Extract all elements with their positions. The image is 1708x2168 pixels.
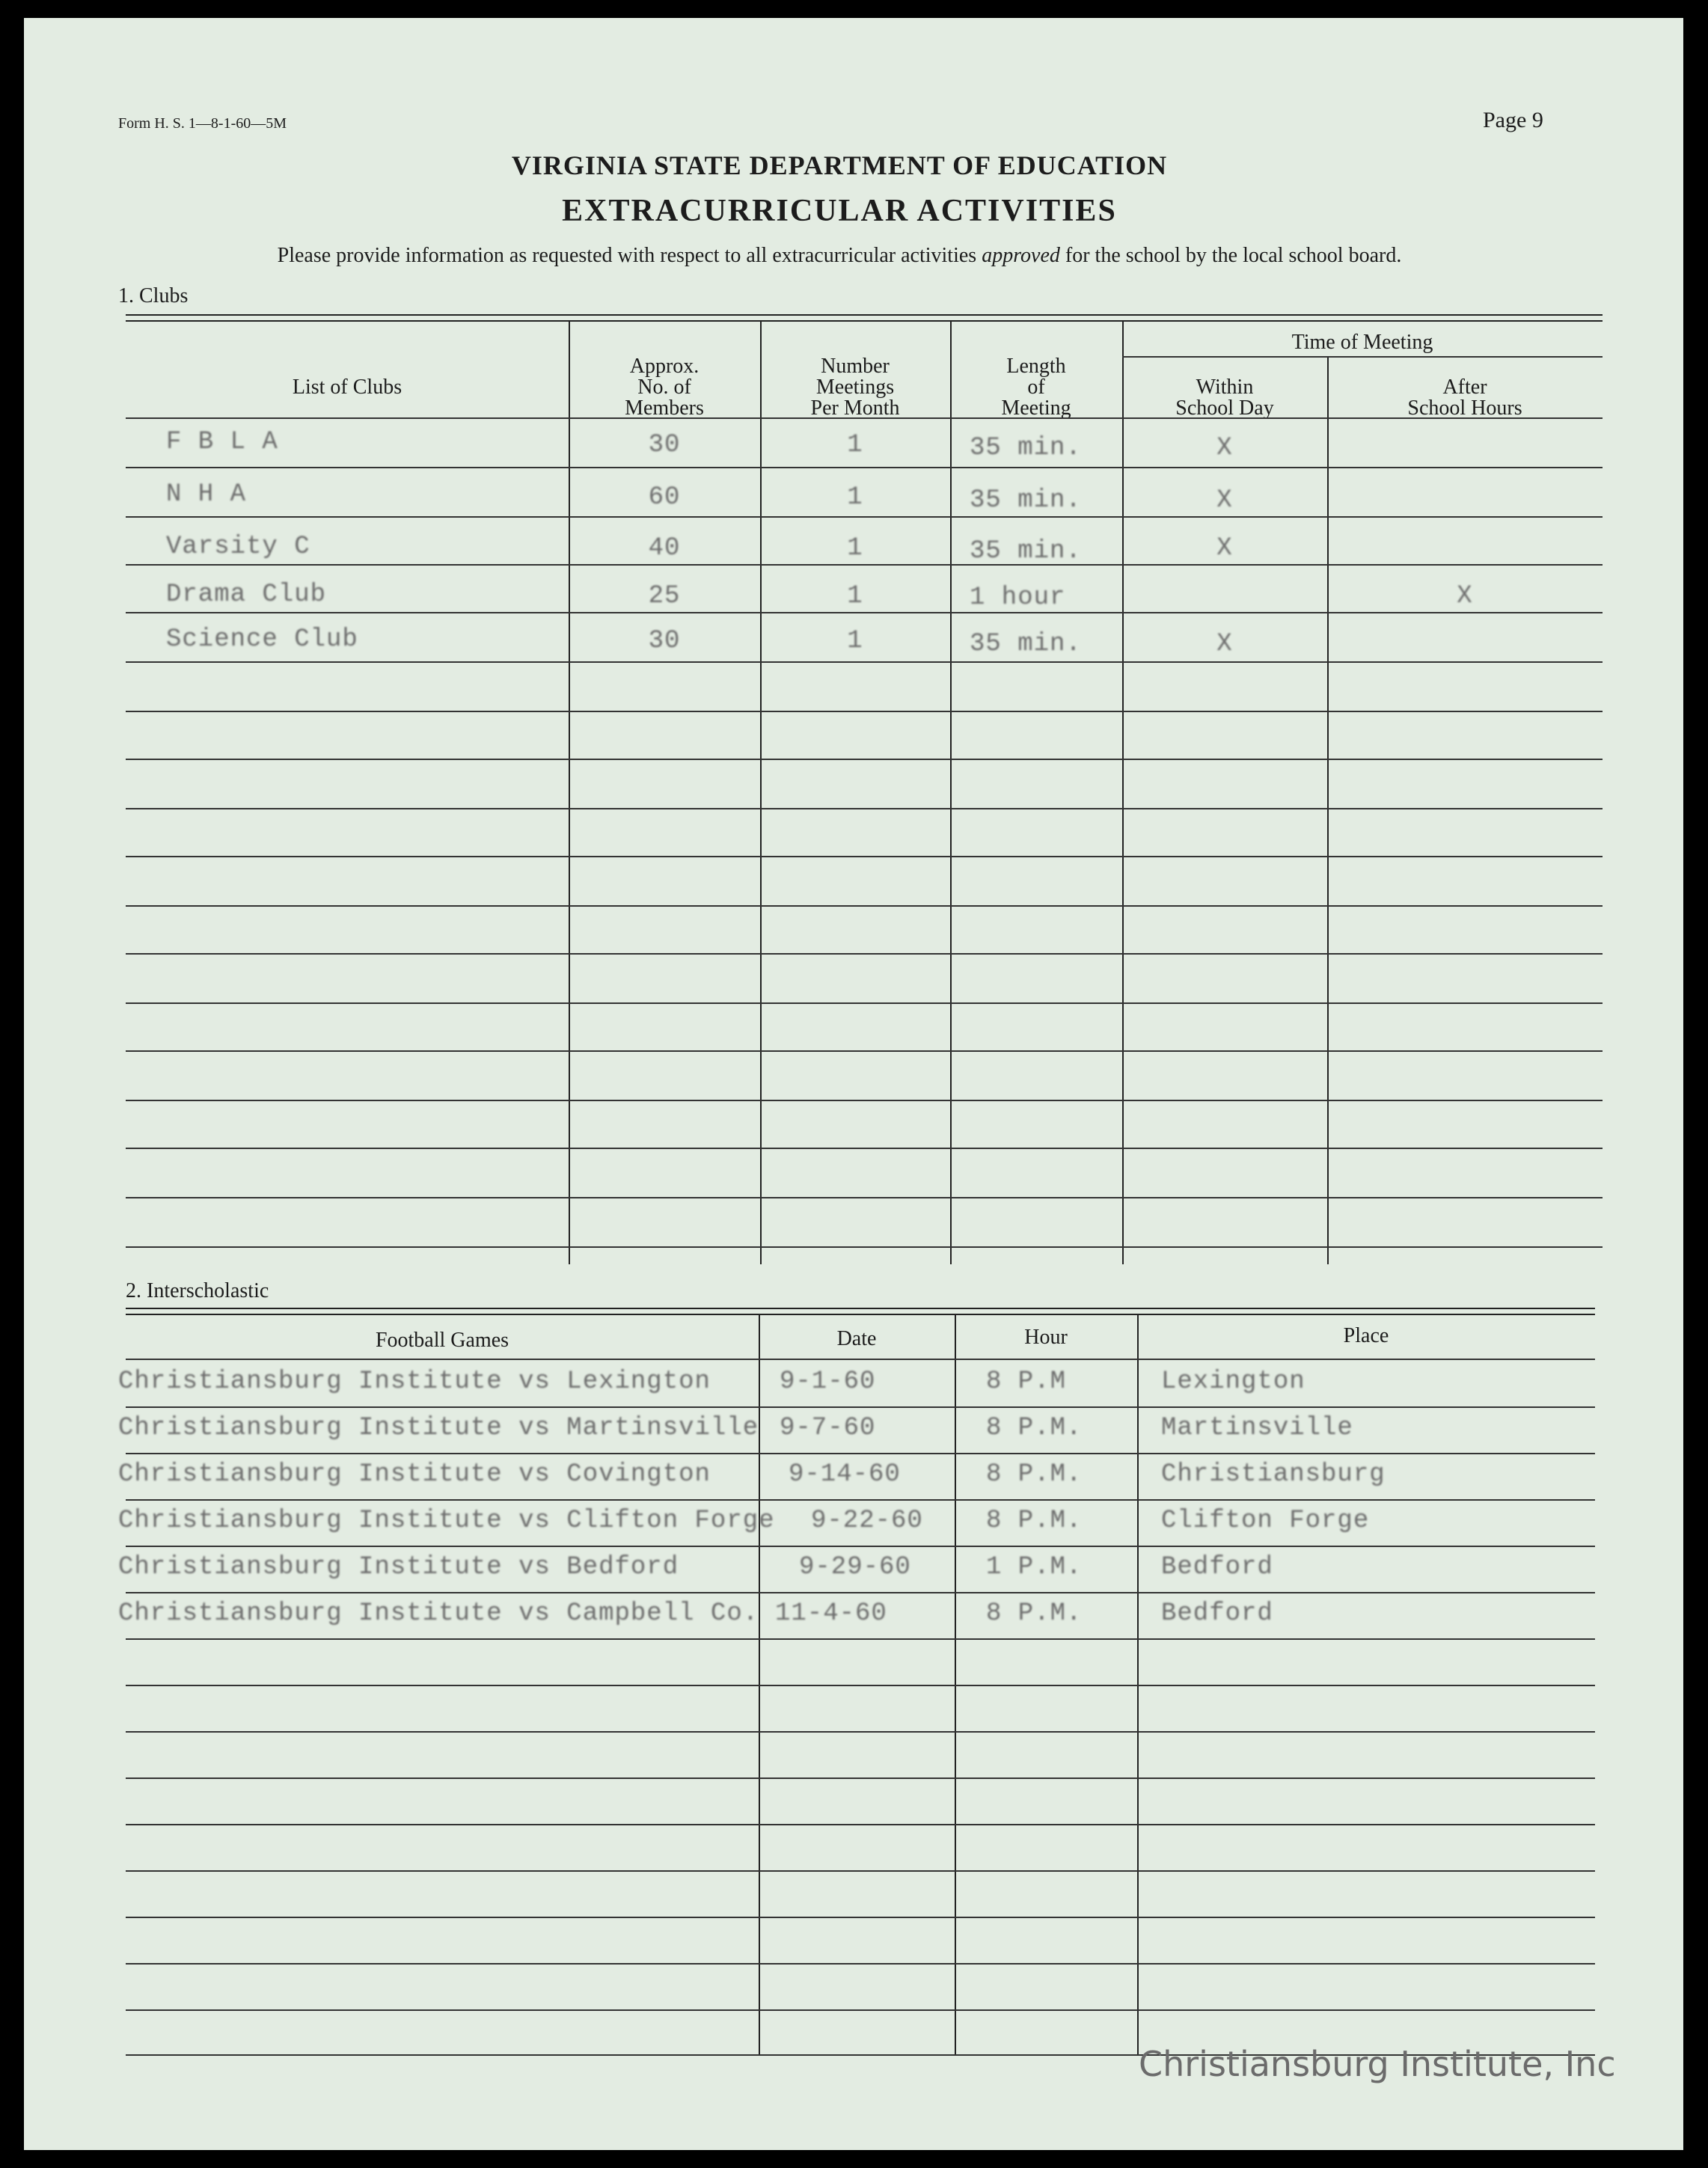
row-rule [126, 564, 1603, 566]
club-members: 60 [648, 483, 681, 512]
club-name: N H A [166, 480, 247, 509]
game-place: Martinsville [1161, 1414, 1353, 1442]
row-rule [126, 953, 1603, 955]
header-meetings-line: Meetings [815, 376, 895, 399]
club-name: Varsity C [166, 533, 310, 561]
row-rule [126, 1050, 1603, 1052]
header-place: Place [1343, 1324, 1389, 1347]
header-list-of-clubs: List of Clubs [292, 376, 402, 399]
row-rule [126, 1148, 1603, 1149]
game-date: 9-22-60 [811, 1507, 923, 1535]
club-meetings: 1 [847, 431, 863, 459]
header-within-line: School Day [1175, 396, 1274, 420]
rule [126, 314, 1603, 316]
row-rule [126, 1100, 1603, 1101]
rule [126, 1314, 1595, 1315]
game-hour: 8 P.M. [986, 1599, 1083, 1628]
club-members: 30 [648, 431, 681, 459]
department-heading: VIRGINIA STATE DEPARTMENT OF EDUCATION [511, 150, 1168, 180]
form-page [24, 18, 1683, 2150]
club-after-mark: X [1457, 582, 1473, 610]
row-rule [126, 1197, 1603, 1198]
rule [126, 320, 1603, 322]
game-name: Christiansburg Institute vs Covington [118, 1460, 711, 1489]
header-football-games: Football Games [375, 1329, 509, 1352]
game-name: Christiansburg Institute vs Campbell Co. [118, 1599, 759, 1628]
game-date: 9-7-60 [780, 1414, 876, 1442]
header-members-line: Approx. [629, 355, 700, 378]
row-rule [126, 808, 1603, 809]
row-rule [126, 1499, 1595, 1501]
game-hour: 8 P.M. [986, 1414, 1083, 1442]
game-hour: 8 P.M [986, 1368, 1067, 1396]
rule [126, 417, 1603, 419]
row-rule [126, 1638, 1595, 1640]
game-place: Clifton Forge [1161, 1507, 1370, 1535]
page-number: Page 9 [1483, 108, 1543, 132]
column-divider [760, 320, 762, 1264]
header-within-school-day [1122, 377, 1327, 419]
column-divider [569, 320, 570, 1264]
club-meetings: 1 [847, 582, 863, 610]
club-within-mark: X [1216, 534, 1233, 563]
row-rule [126, 1777, 1595, 1779]
watermark: Christiansburg Institute, Inc [1139, 2044, 1616, 2084]
instructions-after: for the school by the local school board. [1059, 244, 1402, 267]
club-meetings: 1 [847, 483, 863, 512]
row-rule [126, 1246, 1603, 1248]
header-length-line: Length [1006, 355, 1066, 378]
club-length: 35 min. [970, 537, 1082, 566]
header-after-school-hours [1327, 377, 1603, 419]
club-length: 1 hour [970, 584, 1066, 612]
row-rule [126, 661, 1603, 663]
club-name: Science Club [166, 625, 358, 654]
game-name: Christiansburg Institute vs Bedford [118, 1553, 679, 1581]
club-name: Drama Club [166, 581, 327, 609]
club-within-mark: X [1216, 434, 1233, 462]
club-length: 35 min. [970, 434, 1082, 462]
page-title: EXTRACURRICULAR ACTIVITIES [562, 194, 1117, 228]
game-name: Christiansburg Institute vs Martinsville [118, 1414, 759, 1442]
game-name: Christiansburg Institute vs Clifton Forge [118, 1507, 775, 1535]
game-place: Christiansburg [1161, 1460, 1386, 1489]
header-length [950, 356, 1122, 419]
row-rule [126, 612, 1603, 613]
header-date: Date [836, 1327, 877, 1350]
club-within-mark: X [1216, 630, 1233, 658]
header-after-line: School Hours [1407, 396, 1522, 420]
instructions [24, 244, 1655, 268]
game-name: Christiansburg Institute vs Lexington [118, 1368, 711, 1396]
club-members: 30 [648, 627, 681, 655]
row-rule [126, 711, 1603, 712]
club-meetings: 1 [847, 534, 863, 563]
row-rule [126, 856, 1603, 857]
club-length: 35 min. [970, 486, 1082, 515]
row-rule [126, 1963, 1595, 1965]
row-rule [126, 1870, 1595, 1872]
row-rule [126, 1917, 1595, 1918]
game-place: Lexington [1161, 1368, 1306, 1396]
club-members: 40 [648, 534, 681, 563]
game-date: 9-1-60 [780, 1368, 876, 1396]
header-within-line: Within [1196, 376, 1254, 399]
row-rule [126, 1824, 1595, 1825]
row-rule [126, 2009, 1595, 2011]
form-id: Form H. S. 1—8-1-60—5M [118, 115, 287, 132]
column-divider [1327, 356, 1329, 1264]
row-rule [126, 1546, 1595, 1547]
header-members-line: No. of [637, 376, 691, 399]
game-date: 9-14-60 [789, 1460, 901, 1489]
game-hour: 8 P.M. [986, 1507, 1083, 1535]
interscholastic-section-label: 2. Interscholastic [126, 1279, 269, 1302]
row-rule [126, 1002, 1603, 1004]
game-date: 11-4-60 [775, 1599, 887, 1628]
column-divider [950, 320, 952, 1264]
row-rule [126, 1453, 1595, 1454]
header-members-line: Members [625, 396, 704, 420]
row-rule [126, 1592, 1595, 1593]
game-hour: 8 P.M. [986, 1460, 1083, 1489]
game-place: Bedford [1161, 1599, 1273, 1628]
club-meetings: 1 [847, 627, 863, 655]
row-rule [126, 1731, 1595, 1733]
header-members [569, 356, 760, 419]
game-place: Bedford [1161, 1553, 1273, 1581]
row-rule [126, 1406, 1595, 1408]
header-after-line: After [1442, 376, 1487, 399]
header-time-of-meeting: Time of Meeting [1291, 331, 1433, 354]
header-meetings-line: Number [821, 355, 890, 378]
game-date: 9-29-60 [799, 1553, 911, 1581]
rule [1122, 356, 1603, 358]
header-length-line: of [1027, 376, 1045, 399]
header-length-line: Meeting [1001, 396, 1071, 420]
instructions-emphasis: approved [982, 244, 1060, 267]
club-members: 25 [648, 582, 681, 610]
clubs-section-label: 1. Clubs [118, 284, 189, 307]
header-meetings-line: Per Month [810, 396, 900, 420]
row-rule [126, 759, 1603, 760]
club-length: 35 min. [970, 630, 1082, 658]
rule [126, 1308, 1595, 1309]
row-rule [126, 467, 1603, 468]
rule [126, 1359, 1595, 1360]
club-within-mark: X [1216, 486, 1233, 515]
header-hour: Hour [1024, 1326, 1068, 1349]
instructions-before: Please provide information as requested with respect to all extracurricular activities [277, 244, 982, 267]
game-hour: 1 P.M. [986, 1553, 1083, 1581]
header-meetings [760, 356, 950, 419]
row-rule [126, 905, 1603, 907]
row-rule [126, 1685, 1595, 1686]
club-name: F B L A [166, 428, 278, 456]
row-rule [126, 516, 1603, 518]
